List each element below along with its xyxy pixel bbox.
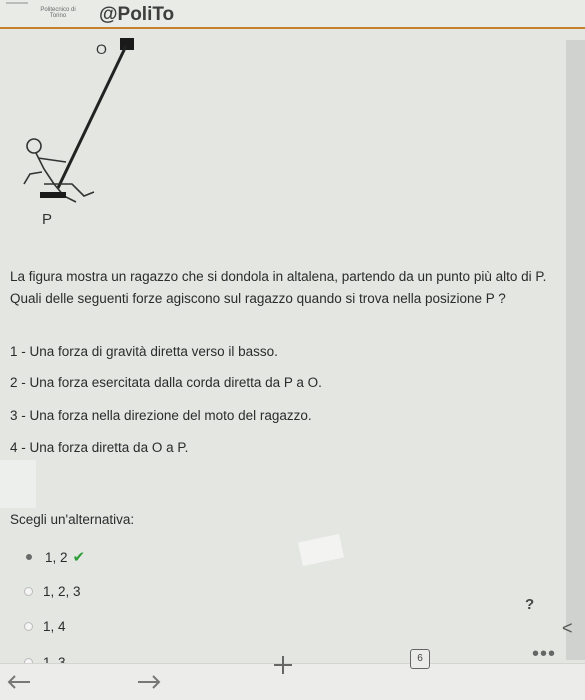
statement-1: 1 - Una forza di gravità diretta verso il basso. [10,344,278,359]
polito-logo: Politecnico di Torino [40,7,76,19]
header-divider [0,27,585,29]
option-3[interactable] [24,619,66,634]
more-icon[interactable]: ••• [532,643,557,665]
question-text: La figura mostra un ragazzo che si dondola in altalena, partendo da un punto più alto di P. Quali delle seguenti forze agiscono sul ragazzo quando si trova nella posizione P ? [10,269,547,306]
statement-4: 4 - Una forza diretta da O a P. [10,440,189,455]
tab-count-button[interactable]: 6 [410,649,430,669]
glare [298,534,344,566]
checkmark-icon: ✔ [72,549,86,566]
radio-icon[interactable] [24,622,33,631]
radio-icon[interactable] [24,587,33,596]
browser-bottom-bar [0,663,585,700]
radio-selected-icon[interactable] [26,554,32,560]
chevron-left-icon[interactable]: < [562,618,573,638]
rope [58,46,126,188]
arrow-left-icon[interactable] [6,674,32,690]
help-button[interactable]: ? [525,596,535,613]
option-label: 1, 4 [43,619,66,634]
option-1[interactable] [24,548,85,566]
option-2[interactable] [24,584,81,599]
label-p: P [42,211,53,228]
statement-3: 3 - Una forza nella direzione del moto del ragazzo. [10,408,312,423]
option-label: 1, 2, 3 [43,584,81,599]
swing-seat [40,192,66,198]
pivot-block [120,38,134,50]
arrow-right-icon[interactable] [136,674,162,690]
brand-title: @PoliTo [99,4,175,25]
plus-icon[interactable] [272,654,294,676]
scrollbar[interactable] [566,40,585,660]
glare [0,460,36,508]
choose-label: Scegli un'alternativa: [10,512,135,527]
menu-icon[interactable] [6,2,28,4]
swing-figure [14,34,144,232]
statement-2: 2 - Una forza esercitata dalla corda diretta da P a O. [10,375,322,390]
option-label: 1, 2 [45,549,68,565]
label-o: O [96,41,107,57]
header-bar [0,0,585,28]
